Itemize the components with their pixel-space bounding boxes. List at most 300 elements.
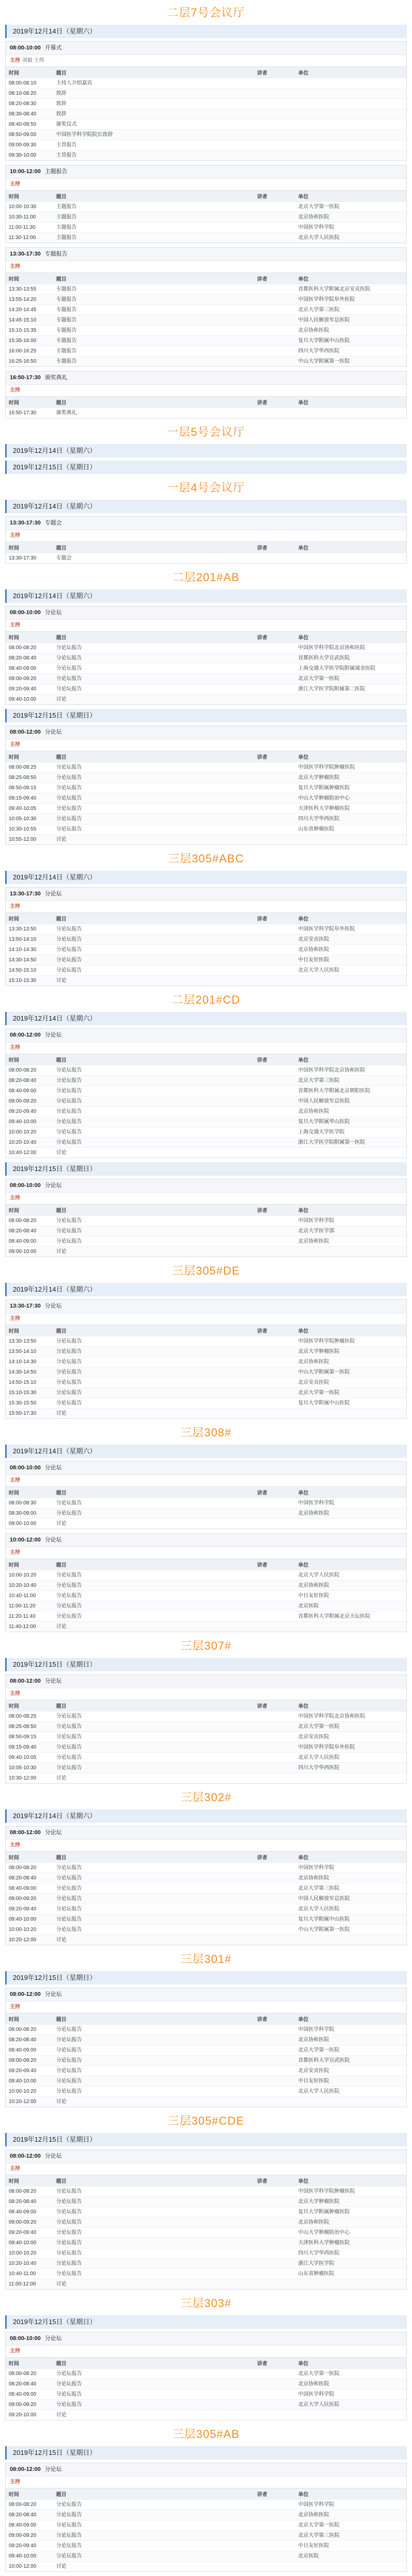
talk-title: 分论坛报告 bbox=[53, 2087, 254, 2097]
talk-title: 分论坛报告 bbox=[53, 1086, 254, 1096]
hall-section bbox=[5, 569, 407, 845]
talk-unit: 中国医学科学院 bbox=[295, 2389, 406, 2400]
talk-unit: 北京大学第一医院 bbox=[295, 2369, 406, 2379]
talks-table bbox=[6, 1851, 406, 1945]
table-row bbox=[6, 965, 406, 976]
session-chairs bbox=[6, 1042, 406, 1054]
col-header-time: 时间 bbox=[6, 2488, 53, 2500]
talk-title: 讨论 bbox=[53, 1622, 254, 1632]
table-row bbox=[6, 2076, 406, 2087]
talk-unit: 复旦大学附属中山医院 bbox=[295, 1398, 406, 1409]
talk-unit: 中国医学科学院肿瘤医院 bbox=[295, 2187, 406, 2197]
talk-speaker bbox=[254, 814, 295, 824]
talk-unit: 中国医学科学院北京协和医院 bbox=[295, 1711, 406, 1722]
date-heading: 2019年12月15日（星期日） bbox=[5, 2446, 407, 2460]
session-header bbox=[6, 371, 406, 384]
hall-title: 一层5号会议厅 bbox=[167, 426, 245, 438]
talk-time: 14:10-14:30 bbox=[6, 945, 53, 955]
table-row bbox=[6, 2087, 406, 2097]
talk-speaker bbox=[254, 305, 295, 315]
session-header bbox=[6, 1988, 406, 2001]
talk-unit: 四川大学华西医院 bbox=[295, 814, 406, 824]
talk-unit: 北京大学人民医院 bbox=[295, 2400, 406, 2410]
talk-unit: 北京协和医院 bbox=[295, 1107, 406, 1117]
table-row bbox=[6, 1884, 406, 1894]
table-row bbox=[6, 2066, 406, 2076]
talk-title: 讨论 bbox=[53, 1519, 254, 1529]
talk-title: 分论坛报告 bbox=[53, 2389, 254, 2400]
talk-title: 分论坛报告 bbox=[53, 2248, 254, 2259]
talk-unit: 山东省肿瘤医院 bbox=[295, 2269, 406, 2279]
talk-time: 09:40-10:05 bbox=[6, 804, 53, 814]
col-header-time: 时间 bbox=[6, 2013, 53, 2025]
talk-unit: 中国医学科学院北京协和医院 bbox=[295, 643, 406, 653]
talk-time: 09:00-09:20 bbox=[6, 2400, 53, 2410]
talks-table bbox=[6, 66, 406, 160]
talk-time: 09:20-09:40 bbox=[6, 2541, 53, 2551]
session-chairs bbox=[6, 1547, 406, 1558]
talk-unit: 四川大学华西医院 bbox=[295, 346, 406, 357]
talk-time: 08:30-08:40 bbox=[6, 109, 53, 120]
session-name: 分论坛 bbox=[44, 2153, 62, 2159]
table-row bbox=[6, 2025, 406, 2035]
talk-title: 专题报告 bbox=[53, 315, 254, 326]
talk-unit: 复旦大学附属华山医院 bbox=[295, 1117, 406, 1127]
talk-unit: 中国医学科学院肿瘤医院 bbox=[295, 1336, 406, 1347]
table-header-row bbox=[6, 1325, 406, 1336]
table-row bbox=[6, 2097, 406, 2107]
col-header-speaker: 讲者 bbox=[254, 1700, 295, 1711]
talk-title: 专题报告 bbox=[53, 346, 254, 357]
hall-title: 三层305#AB bbox=[172, 2428, 240, 2441]
talk-title: 分论坛报告 bbox=[53, 2259, 254, 2269]
talk-time: 09:00-09:20 bbox=[6, 2217, 53, 2228]
col-header-time: 时间 bbox=[6, 1205, 53, 1216]
table-row bbox=[6, 1357, 406, 1367]
talk-title: 分论坛报告 bbox=[53, 1753, 254, 1763]
talk-title: 颁奖典礼 bbox=[53, 408, 254, 418]
talk-speaker bbox=[254, 1096, 295, 1107]
talks-table bbox=[6, 1558, 406, 1632]
col-header-speaker: 讲者 bbox=[254, 2175, 295, 2187]
col-header-time: 时间 bbox=[6, 397, 53, 408]
table-row bbox=[6, 109, 406, 120]
talk-title: 讨论 bbox=[53, 1247, 254, 1257]
talk-time: 09:00-09:20 bbox=[6, 1096, 53, 1107]
talk-unit: 中国医学科学院 bbox=[295, 2500, 406, 2510]
talk-unit: 北京大学第三医院 bbox=[295, 2531, 406, 2541]
date-heading: 2019年12月15日（星期日） bbox=[5, 2315, 407, 2329]
col-header-unit: 单位 bbox=[295, 751, 406, 762]
talk-unit: 北京协和医院 bbox=[295, 2510, 406, 2520]
table-row bbox=[6, 924, 406, 935]
talks-table bbox=[6, 1204, 406, 1257]
table-row bbox=[6, 653, 406, 664]
talk-title: 分论坛报告 bbox=[53, 1398, 254, 1409]
session-chairs bbox=[6, 261, 406, 273]
talks-table bbox=[6, 190, 406, 243]
table-row bbox=[6, 1570, 406, 1581]
talk-time: 10:05-10:30 bbox=[6, 1763, 53, 1773]
talk-speaker bbox=[254, 1236, 295, 1247]
talk-speaker bbox=[254, 945, 295, 955]
session-chairs bbox=[6, 1192, 406, 1204]
talk-title: 分论坛报告 bbox=[53, 1367, 254, 1378]
talk-time: 10:00-10:20 bbox=[6, 2087, 53, 2097]
table-row bbox=[6, 804, 406, 814]
talk-unit: 复旦大学附属肿瘤医院 bbox=[295, 783, 406, 793]
talk-unit: 中国医学科学院 bbox=[295, 2025, 406, 2035]
session-header bbox=[6, 726, 406, 739]
col-header-speaker: 讲者 bbox=[254, 273, 295, 284]
col-header-time: 时间 bbox=[6, 273, 53, 284]
talk-title: 分论坛报告 bbox=[53, 1884, 254, 1894]
talk-title: 分论坛报告 bbox=[53, 1863, 254, 1873]
session-chairs bbox=[6, 1688, 406, 1700]
session-header bbox=[6, 2332, 406, 2345]
talk-speaker bbox=[254, 2562, 295, 2572]
col-header-unit: 单位 bbox=[295, 1852, 406, 1863]
talk-speaker bbox=[254, 2056, 295, 2066]
table-row bbox=[6, 1367, 406, 1378]
session-header bbox=[6, 1300, 406, 1313]
table-row bbox=[6, 1347, 406, 1357]
talk-time: 09:40-10:00 bbox=[6, 694, 53, 705]
talk-speaker bbox=[254, 1509, 295, 1519]
talk-unit: 北京医院 bbox=[295, 2551, 406, 2562]
talk-time: 16:00-16:25 bbox=[6, 346, 53, 357]
talk-title: 主题报告 bbox=[53, 223, 254, 233]
talk-unit bbox=[295, 1148, 406, 1158]
talk-time: 15:10-15:30 bbox=[6, 976, 53, 986]
session-name: 分论坛 bbox=[44, 1829, 62, 1836]
talk-speaker bbox=[254, 1591, 295, 1601]
table-row bbox=[6, 202, 406, 212]
talk-unit: 北京大学第三医院 bbox=[295, 1884, 406, 1894]
table-row bbox=[6, 1763, 406, 1773]
talk-title: 分论坛报告 bbox=[53, 1216, 254, 1226]
session-header bbox=[6, 1534, 406, 1547]
talk-speaker bbox=[254, 408, 295, 418]
table-row bbox=[6, 1138, 406, 1148]
talk-time: 08:40-09:00 bbox=[6, 2045, 53, 2056]
session-name: 分论坛 bbox=[44, 1032, 62, 1038]
talk-title: 分论坛报告 bbox=[53, 1711, 254, 1722]
talk-time: 10:00-10:20 bbox=[6, 1925, 53, 1935]
table-row bbox=[6, 762, 406, 773]
talk-speaker bbox=[254, 2551, 295, 2562]
table-row bbox=[6, 2056, 406, 2066]
talk-time: 16:25-16:50 bbox=[6, 357, 53, 367]
talk-unit: 北京大学肿瘤医院 bbox=[295, 2197, 406, 2207]
talk-title: 分论坛报告 bbox=[53, 1498, 254, 1509]
col-header-speaker: 讲者 bbox=[254, 1487, 295, 1498]
session-block bbox=[5, 2149, 407, 2290]
chair-label: 主持 bbox=[10, 2004, 20, 2010]
talk-unit bbox=[295, 78, 406, 89]
talk-title: 讨论 bbox=[53, 694, 254, 705]
talk-title: 分论坛报告 bbox=[53, 1873, 254, 1884]
talk-time: 09:15-09:40 bbox=[6, 793, 53, 804]
talk-unit: 北京大学医学部 bbox=[295, 1226, 406, 1236]
talk-title: 分论坛报告 bbox=[53, 1763, 254, 1773]
chair-label: 主持 bbox=[10, 387, 20, 393]
talk-time: 13:50-14:10 bbox=[6, 935, 53, 945]
talk-time: 13:30-13:50 bbox=[6, 1336, 53, 1347]
table-header-row bbox=[6, 1852, 406, 1863]
talk-title: 专题报告 bbox=[53, 284, 254, 295]
talk-time: 09:00-09:20 bbox=[6, 2056, 53, 2066]
talk-title: 分论坛报告 bbox=[53, 2238, 254, 2248]
col-header-title: 题目 bbox=[53, 542, 254, 553]
talk-speaker bbox=[254, 1226, 295, 1236]
talk-time: 08:40-09:00 bbox=[6, 2207, 53, 2217]
talk-title: 专题会 bbox=[53, 553, 254, 564]
session-block bbox=[5, 725, 407, 845]
talk-time: 09:20-09:40 bbox=[6, 2228, 53, 2238]
col-header-speaker: 讲者 bbox=[254, 67, 295, 78]
hall-section bbox=[5, 991, 407, 1257]
col-header-title: 题目 bbox=[53, 2358, 254, 2369]
talk-unit bbox=[295, 976, 406, 986]
table-header-row bbox=[6, 2358, 406, 2369]
talk-title: 分论坛报告 bbox=[53, 1065, 254, 1076]
talk-time: 08:20-08:40 bbox=[6, 2197, 53, 2207]
hall-section bbox=[5, 2112, 407, 2290]
session-name: 主题报告 bbox=[44, 168, 67, 175]
talk-unit bbox=[295, 408, 406, 418]
talk-unit bbox=[295, 694, 406, 705]
table-row bbox=[6, 1873, 406, 1884]
talk-title: 讨论 bbox=[53, 976, 254, 986]
talk-unit: 复旦大学附属中山医院 bbox=[295, 336, 406, 346]
talk-time: 08:25-08:50 bbox=[6, 1722, 53, 1732]
talk-time: 10:20-12:00 bbox=[6, 2097, 53, 2107]
talk-unit: 北京大学人民医院 bbox=[295, 1904, 406, 1914]
talk-speaker bbox=[254, 1076, 295, 1086]
col-header-unit: 单位 bbox=[295, 1559, 406, 1570]
session-block bbox=[5, 1674, 407, 1784]
talk-time: 08:10-08:20 bbox=[6, 89, 53, 99]
talk-time: 08:20-08:40 bbox=[6, 2379, 53, 2389]
hall-section bbox=[5, 2295, 407, 2420]
talk-time: 15:50-17:30 bbox=[6, 1409, 53, 1419]
talk-title: 分论坛报告 bbox=[53, 2066, 254, 2076]
table-row bbox=[6, 1935, 406, 1945]
talk-unit: 中日友好医院 bbox=[295, 2076, 406, 2087]
talk-title: 分论坛报告 bbox=[53, 1732, 254, 1742]
talk-speaker bbox=[254, 89, 295, 99]
talk-time: 15:35-16:00 bbox=[6, 336, 53, 346]
talk-time: 08:20-08:30 bbox=[6, 99, 53, 109]
talk-speaker bbox=[254, 1612, 295, 1622]
talk-title: 讨论 bbox=[53, 1148, 254, 1158]
col-header-time: 时间 bbox=[6, 2175, 53, 2187]
talk-time: 08:00-08:20 bbox=[6, 2025, 53, 2035]
talk-speaker bbox=[254, 553, 295, 564]
col-header-unit: 单位 bbox=[295, 191, 406, 202]
talks-table bbox=[6, 631, 406, 704]
talk-speaker bbox=[254, 212, 295, 223]
talk-speaker bbox=[254, 233, 295, 243]
talk-unit: 中国医学科学院 bbox=[295, 1498, 406, 1509]
talk-unit bbox=[295, 120, 406, 130]
session-time: 10:00-12:00 bbox=[10, 1537, 41, 1543]
talk-time: 10:40-11:00 bbox=[6, 2269, 53, 2279]
hall-section bbox=[5, 1789, 407, 1945]
talk-unit bbox=[295, 150, 406, 161]
talk-title: 分论坛报告 bbox=[53, 945, 254, 955]
talk-unit: 天津医科大学肿瘤医院 bbox=[295, 2238, 406, 2248]
talk-unit: 北京安贞医院 bbox=[295, 935, 406, 945]
talk-title: 主旨报告 bbox=[53, 150, 254, 161]
talk-unit: 中日友好医院 bbox=[295, 955, 406, 965]
talk-speaker bbox=[254, 1894, 295, 1904]
talk-unit: 浙江大学医学院附属第二医院 bbox=[295, 684, 406, 694]
session-block bbox=[5, 516, 407, 564]
talk-speaker bbox=[254, 1388, 295, 1398]
table-row bbox=[6, 2500, 406, 2510]
talk-unit bbox=[295, 2279, 406, 2290]
talks-table bbox=[6, 2488, 406, 2571]
chair-label: 主持 bbox=[10, 904, 20, 909]
col-header-unit: 单位 bbox=[295, 1487, 406, 1498]
col-header-speaker: 讲者 bbox=[254, 751, 295, 762]
session-block bbox=[5, 1179, 407, 1257]
session-header bbox=[6, 42, 406, 55]
talk-speaker bbox=[254, 773, 295, 783]
table-row bbox=[6, 2531, 406, 2541]
session-chairs bbox=[6, 2163, 406, 2175]
talk-time: 09:20-09:40 bbox=[6, 1904, 53, 1914]
talk-unit: 北京大学第三医院 bbox=[295, 1076, 406, 1086]
talk-time: 14:30-14:50 bbox=[6, 955, 53, 965]
session-name: 专题报告 bbox=[44, 251, 67, 257]
talk-speaker bbox=[254, 2410, 295, 2420]
table-row bbox=[6, 2510, 406, 2520]
talk-time: 09:20-09:40 bbox=[6, 2066, 53, 2076]
talk-speaker bbox=[254, 653, 295, 664]
table-row bbox=[6, 120, 406, 130]
session-block bbox=[5, 247, 407, 367]
talk-time: 08:20-08:40 bbox=[6, 653, 53, 664]
session-chairs bbox=[6, 619, 406, 631]
session-name: 分论坛 bbox=[44, 609, 62, 616]
talk-speaker bbox=[254, 2269, 295, 2279]
talk-unit bbox=[295, 2410, 406, 2420]
table-row bbox=[6, 684, 406, 694]
talk-time: 08:20-08:40 bbox=[6, 2035, 53, 2045]
talk-time: 10:20-10:40 bbox=[6, 1138, 53, 1148]
col-header-title: 题目 bbox=[53, 1487, 254, 1498]
talk-speaker bbox=[254, 1570, 295, 1581]
table-row bbox=[6, 1914, 406, 1925]
talk-title: 分论坛报告 bbox=[53, 1570, 254, 1581]
talk-time: 08:40-09:00 bbox=[6, 1236, 53, 1247]
talk-speaker bbox=[254, 2500, 295, 2510]
table-header-row bbox=[6, 542, 406, 553]
talk-speaker bbox=[254, 1863, 295, 1873]
table-row bbox=[6, 2389, 406, 2400]
talk-time: 14:20-14:45 bbox=[6, 305, 53, 315]
talks-table bbox=[6, 1054, 406, 1158]
table-header-row bbox=[6, 913, 406, 924]
session-block bbox=[5, 371, 407, 418]
table-row bbox=[6, 1925, 406, 1935]
talk-title: 分论坛报告 bbox=[53, 2269, 254, 2279]
session-block bbox=[5, 2332, 407, 2420]
talk-speaker bbox=[254, 120, 295, 130]
col-header-unit: 单位 bbox=[295, 2488, 406, 2500]
session-block bbox=[5, 606, 407, 705]
chair-label: 主持 bbox=[10, 181, 20, 187]
table-row bbox=[6, 326, 406, 336]
session-time: 08:00-12:00 bbox=[10, 1678, 41, 1684]
talk-unit: 北京大学肿瘤医院 bbox=[295, 1347, 406, 1357]
talk-time: 10:30-10:55 bbox=[6, 824, 53, 835]
talk-unit: 北京大学第一医院 bbox=[295, 1722, 406, 1732]
table-row bbox=[6, 1065, 406, 1076]
table-row bbox=[6, 1409, 406, 1419]
talk-unit: 浙江大学医学院附属第一医院 bbox=[295, 1138, 406, 1148]
chair-label: 主持 bbox=[10, 1316, 20, 1321]
talk-speaker bbox=[254, 1117, 295, 1127]
session-name: 分论坛 bbox=[44, 2466, 62, 2472]
session-name: 分论坛 bbox=[44, 2335, 62, 2342]
talk-unit: 中国医学科学院 bbox=[295, 223, 406, 233]
talk-title: 分论坛报告 bbox=[53, 1612, 254, 1622]
talk-time: 09:40-10:00 bbox=[6, 2238, 53, 2248]
session-block bbox=[5, 1533, 407, 1632]
talk-time: 15:10-15:30 bbox=[6, 1388, 53, 1398]
session-time: 13:30-17:30 bbox=[10, 1303, 41, 1309]
talk-speaker bbox=[254, 202, 295, 212]
col-header-time: 时间 bbox=[6, 632, 53, 643]
table-row bbox=[6, 2562, 406, 2572]
talk-speaker bbox=[254, 2045, 295, 2056]
session-chairs bbox=[6, 55, 406, 66]
session-time: 08:00-12:00 bbox=[10, 1991, 41, 1997]
talk-time: 09:00-10:00 bbox=[6, 1519, 53, 1529]
talk-title: 分论坛报告 bbox=[53, 1347, 254, 1357]
session-header bbox=[6, 248, 406, 261]
talk-speaker bbox=[254, 1398, 295, 1409]
table-header-row bbox=[6, 1559, 406, 1570]
talk-title: 分论坛报告 bbox=[53, 1076, 254, 1086]
talk-title: 分论坛报告 bbox=[53, 2187, 254, 2197]
talk-title: 分论坛报告 bbox=[53, 684, 254, 694]
talk-time: 11:00-11:30 bbox=[6, 223, 53, 233]
table-header-row bbox=[6, 632, 406, 643]
session-header bbox=[6, 2463, 406, 2476]
talk-title: 分论坛报告 bbox=[53, 2520, 254, 2531]
talk-unit: 中国医学科学院肿瘤医院 bbox=[295, 762, 406, 773]
table-row bbox=[6, 2228, 406, 2238]
talk-time: 11:40-12:00 bbox=[6, 1622, 53, 1632]
col-header-speaker: 讲者 bbox=[254, 1852, 295, 1863]
talk-unit bbox=[295, 835, 406, 845]
talk-time: 08:20-08:40 bbox=[6, 2510, 53, 2520]
talk-unit: 北京协和医院 bbox=[295, 1357, 406, 1367]
col-header-title: 题目 bbox=[53, 2175, 254, 2187]
talk-speaker bbox=[254, 1722, 295, 1732]
col-header-unit: 单位 bbox=[295, 632, 406, 643]
talk-title: 致辞 bbox=[53, 99, 254, 109]
table-row bbox=[6, 1773, 406, 1784]
date-heading: 2019年12月14日（星期六） bbox=[5, 444, 407, 457]
talk-title: 分论坛报告 bbox=[53, 1509, 254, 1519]
hall-title: 三层305#CDE bbox=[167, 2114, 245, 2127]
